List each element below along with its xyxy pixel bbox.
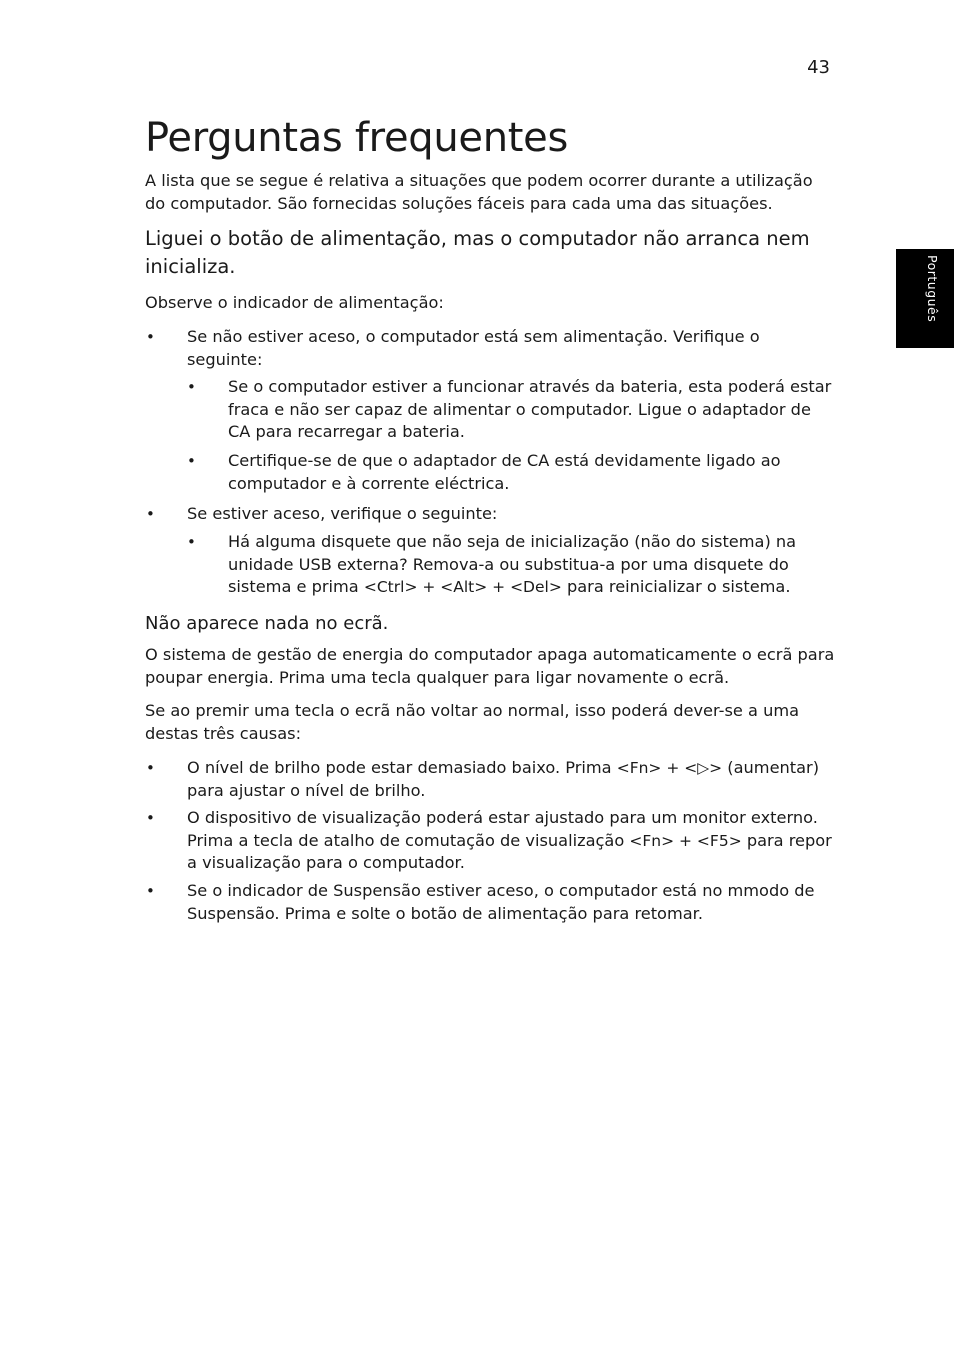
bullet-icon: • xyxy=(146,882,155,900)
list-item xyxy=(187,531,833,599)
language-tab xyxy=(896,249,954,348)
list-item-text-part: O dispositivo de visualização poderá estar ajustado para um monitor externo. Prima a tecla de atalho de comutação de visualização xyxy=(187,808,818,850)
section-heading-no-display: Não aparece nada no ecrã. xyxy=(145,613,389,634)
list-item-text: Se não estiver aceso, o computador está sem alimentação. Verifique o seguinte: xyxy=(187,327,760,369)
bullet-icon: • xyxy=(187,452,196,470)
language-tab-label: Português xyxy=(925,255,940,323)
page-title: Perguntas frequentes xyxy=(145,115,568,161)
list-item-text: Se o indicador de Suspensão estiver aceso, o computador está no mmodo de Suspensão. Prima e solte o botão de alimentação para retomar. xyxy=(187,881,815,923)
list-item xyxy=(146,326,835,371)
bullet-icon: • xyxy=(187,533,196,551)
list-item-text: Se estiver aceso, verifique o seguinte: xyxy=(187,504,498,523)
bullet-icon: • xyxy=(146,809,155,827)
list-item-text-part: para repor a visualização para o computador. xyxy=(187,830,832,872)
list-item xyxy=(146,880,835,925)
keyboard-shortcut: <Fn> + <▷> xyxy=(616,759,723,777)
bullet-icon: • xyxy=(146,505,155,523)
list-item-text xyxy=(228,532,796,596)
list-item xyxy=(187,376,833,444)
list-item-text xyxy=(187,758,819,800)
list-item-text xyxy=(187,808,832,872)
bullet-icon: • xyxy=(146,759,155,777)
list-item-text-part: O nível de brilho pode estar demasiado baixo. Prima xyxy=(187,758,617,777)
keyboard-shortcut: <Fn> + <F5> xyxy=(629,831,742,850)
list-item xyxy=(146,757,835,802)
list-item-text-part: Há alguma disquete que não seja de inicialização (não do sistema) na unidade USB externa? Remova-a ou substitua-a por uma disquete do sistema e prima xyxy=(228,532,797,596)
list-item xyxy=(146,503,835,526)
page-number: 43 xyxy=(807,57,830,78)
list-item-text-part: para reinicializar o sistema. xyxy=(561,577,791,596)
power-indicator-lead: Observe o indicador de alimentação: xyxy=(145,293,444,312)
list-item xyxy=(187,450,833,495)
intro-paragraph: A lista que se segue é relativa a situações que podem ocorrer durante a utilização do computador. São fornecidas soluções fáceis para cada uma das situações. xyxy=(145,171,813,213)
bullet-icon: • xyxy=(146,328,155,346)
power-management-paragraph: O sistema de gestão de energia do computador apaga automaticamente o ecrã para poupar energia. Prima uma tecla qualquer para ligar novamente o ecrã. xyxy=(145,645,835,687)
list-item xyxy=(146,807,835,875)
list-item-text-part: (aumentar) para ajustar o nível de brilho. xyxy=(187,758,820,800)
bullet-icon: • xyxy=(187,378,196,396)
causes-paragraph: Se ao premir uma tecla o ecrã não voltar ao normal, isso poderá dever-se a uma destas três causas: xyxy=(145,701,800,743)
list-item-text: Certifique-se de que o adaptador de CA está devidamente ligado ao computador e à corrente eléctrica. xyxy=(228,451,781,493)
section-heading-power: Liguei o botão de alimentação, mas o computador não arranca nem inicializa. xyxy=(145,227,810,278)
keyboard-shortcut: <Ctrl> + <Alt> + <Del> xyxy=(363,578,562,596)
list-item-text: Se o computador estiver a funcionar através da bateria, esta poderá estar fraca e não ser capaz de alimentar o computador. Ligue o adaptador de CA para recarregar a bateria. xyxy=(228,377,832,441)
